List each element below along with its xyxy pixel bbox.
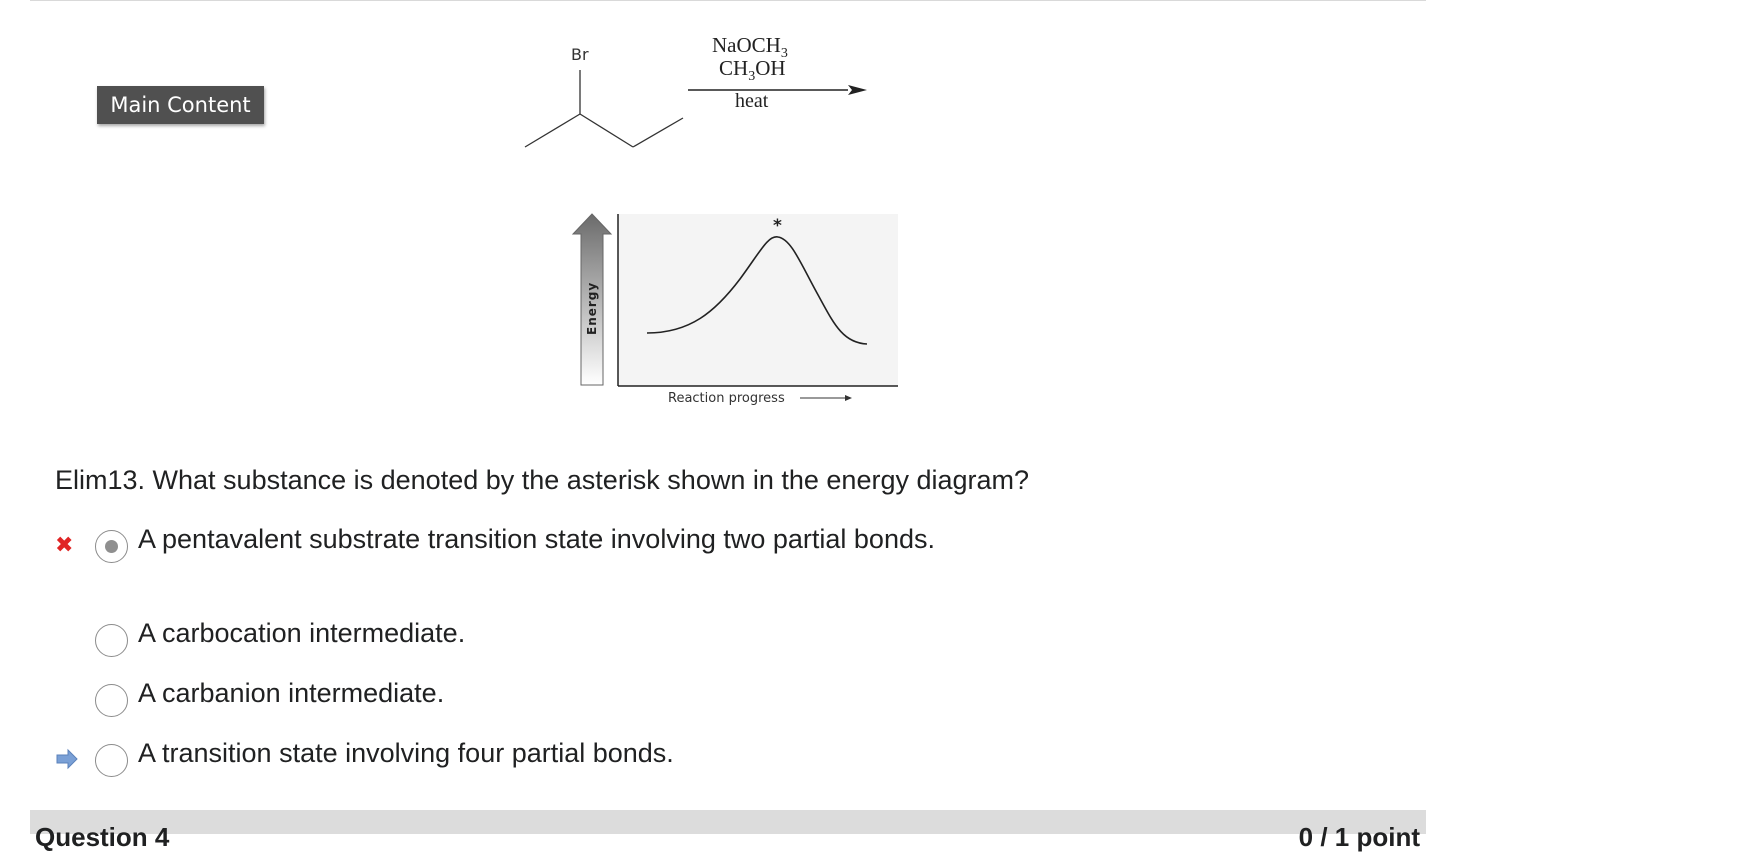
- radio-option-4[interactable]: [95, 744, 128, 777]
- next-question-title: Question 4: [35, 822, 170, 852]
- energy-axis-label: Energy: [585, 281, 599, 335]
- next-question-header: [30, 810, 1426, 852]
- answer-label-2: A carbocation intermediate.: [138, 618, 466, 648]
- bromine-label: Br: [571, 45, 589, 64]
- x-axis-arrow: [800, 395, 852, 401]
- answer-label-1: A pentavalent substrate transition state involving two partial bonds.: [138, 524, 935, 554]
- skeletal-structure: [525, 70, 683, 147]
- reaction-condition: heat: [735, 90, 769, 112]
- radio-option-2[interactable]: [95, 624, 128, 657]
- question-prompt: Elim13. What substance is denoted by the asterisk shown in the energy diagram?: [55, 465, 1030, 495]
- next-question-score: 0 / 1 point: [1298, 822, 1420, 852]
- reaction-figure: [515, 30, 905, 420]
- answer-label-3: A carbanion intermediate.: [138, 678, 445, 708]
- reaction-arrow: [688, 85, 867, 95]
- radio-selected-dot: [105, 540, 118, 553]
- transition-state-asterisk: *: [773, 216, 782, 236]
- incorrect-x-icon: ✖: [55, 532, 74, 557]
- reagent-naoch3: NaOCH$_3$: [712, 33, 788, 61]
- energy-plot-background: [618, 214, 898, 386]
- answer-label-4: A transition state involving four partial bonds.: [138, 738, 674, 768]
- radio-option-3[interactable]: [95, 684, 128, 717]
- x-axis-label: Reaction progress: [668, 391, 785, 406]
- reagent-ch3oh: $CH_3OH$: [719, 56, 786, 84]
- correct-answer-arrow-icon: [55, 748, 79, 770]
- main-content-skip-link[interactable]: Main Content: [97, 86, 264, 124]
- top-divider: [30, 0, 1426, 1]
- radio-option-1[interactable]: [95, 530, 128, 563]
